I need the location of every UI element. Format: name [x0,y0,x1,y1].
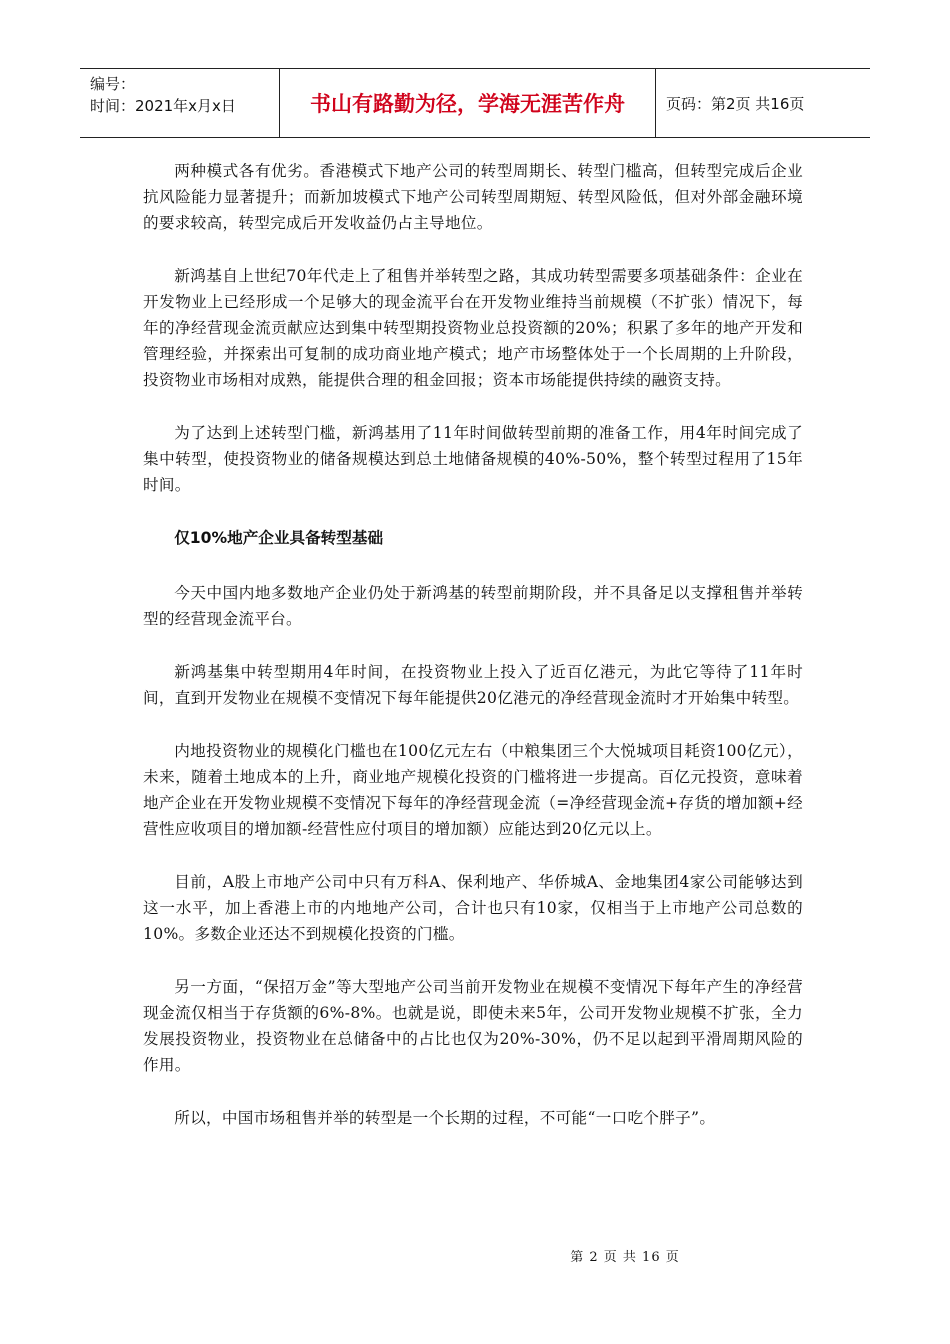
paragraph: 为了达到上述转型门槛，新鸿基用了11年时间做转型前期的准备工作，用4年时间完成了集中转型，使投资物业的储备规模达到总土地储备规模的40%-50%，整个转型过程用了15年时间。 [143,424,803,494]
date-label: 时间：2021年x月x日 [90,97,236,115]
paragraph: 新鸿基集中转型期用4年时间，在投资物业上投入了近百亿港元，为此它等待了11年时间，直到开发物业在规模不变情况下每年能提供20亿港元的净经营现金流时才开始集中转型。 [143,663,803,707]
paragraph: 所以，中国市场租售并举的转型是一个长期的过程，不可能“一口吃个胖子”。 [174,1109,716,1127]
paragraph: 另一方面，“保招万金”等大型地产公司当前开发物业在规模不变情况下每年产生的净经营现金流仅相当于存货额的6%-8%。也就是说，即使未来5年，公司开发物业规模不扩张，全力发展投资物业，投资物业在总储备中的占比也仅为20%-30%，仍不足以起到平滑周期风险的作用。 [143,978,803,1074]
header-slogan: 书山有路勤为径，学海无涯苦作舟 [280,69,656,137]
header-page-number: 页码：第2页 共16页 [666,94,805,113]
header-meta [80,69,280,137]
page-header [80,68,870,138]
section-heading: 仅10%地产企业具备转型基础 [174,529,384,547]
paragraph: 内地投资物业的规模化门槛也在100亿元左右（中粮集团三个大悦城项目耗资100亿元），未来，随着土地成本的上升，商业地产规模化投资的门槛将进一步提高。百亿元投资，意味着地产企业在开发物业规模不变情况下每年的净经营现金流（=净经营现金流+存货的增加额+经营性应收项目的增加额-经营性应付项目的增加额）应能达到20亿元以上。 [143,742,803,838]
code-label: 编号： [90,75,136,93]
paragraph: 目前，A股上市地产公司中只有万科A、保利地产、华侨城A、金地集团4家公司能够达到这一水平，加上香港上市的内地地产公司，合计也只有10家，仅相当于上市地产公司总数的10%。多数企业还达不到规模化投资的门槛。 [143,873,803,943]
paragraph: 新鸿基自上世纪70年代走上了租售并举转型之路，其成功转型需要多项基础条件：企业在开发物业上已经形成一个足够大的现金流平台在开发物业维持当前规模（不扩张）情况下，每年的净经营现金流贡献应达到集中转型期投资物业总投资额的20%；积累了多年的地产开发和管理经验，并探索出可复制的成功商业地产模式；地产市场整体处于一个长周期的上升阶段，投资物业市场相对成熟，能提供合理的租金回报；资本市场能提供持续的融资支持。 [143,267,803,389]
paragraph: 今天中国内地多数地产企业仍处于新鸿基的转型前期阶段，并不具备足以支撑租售并举转型的经营现金流平台。 [143,584,803,628]
document-body [143,158,803,1158]
page-footer: 第 2 页 共 16 页 [570,1250,680,1265]
paragraph: 两种模式各有优劣。香港模式下地产公司的转型周期长、转型门槛高，但转型完成后企业抗风险能力显著提升；而新加坡模式下地产公司转型周期短、转型风险低，但对外部金融环境的要求较高，转型完成后开发收益仍占主导地位。 [143,162,803,232]
